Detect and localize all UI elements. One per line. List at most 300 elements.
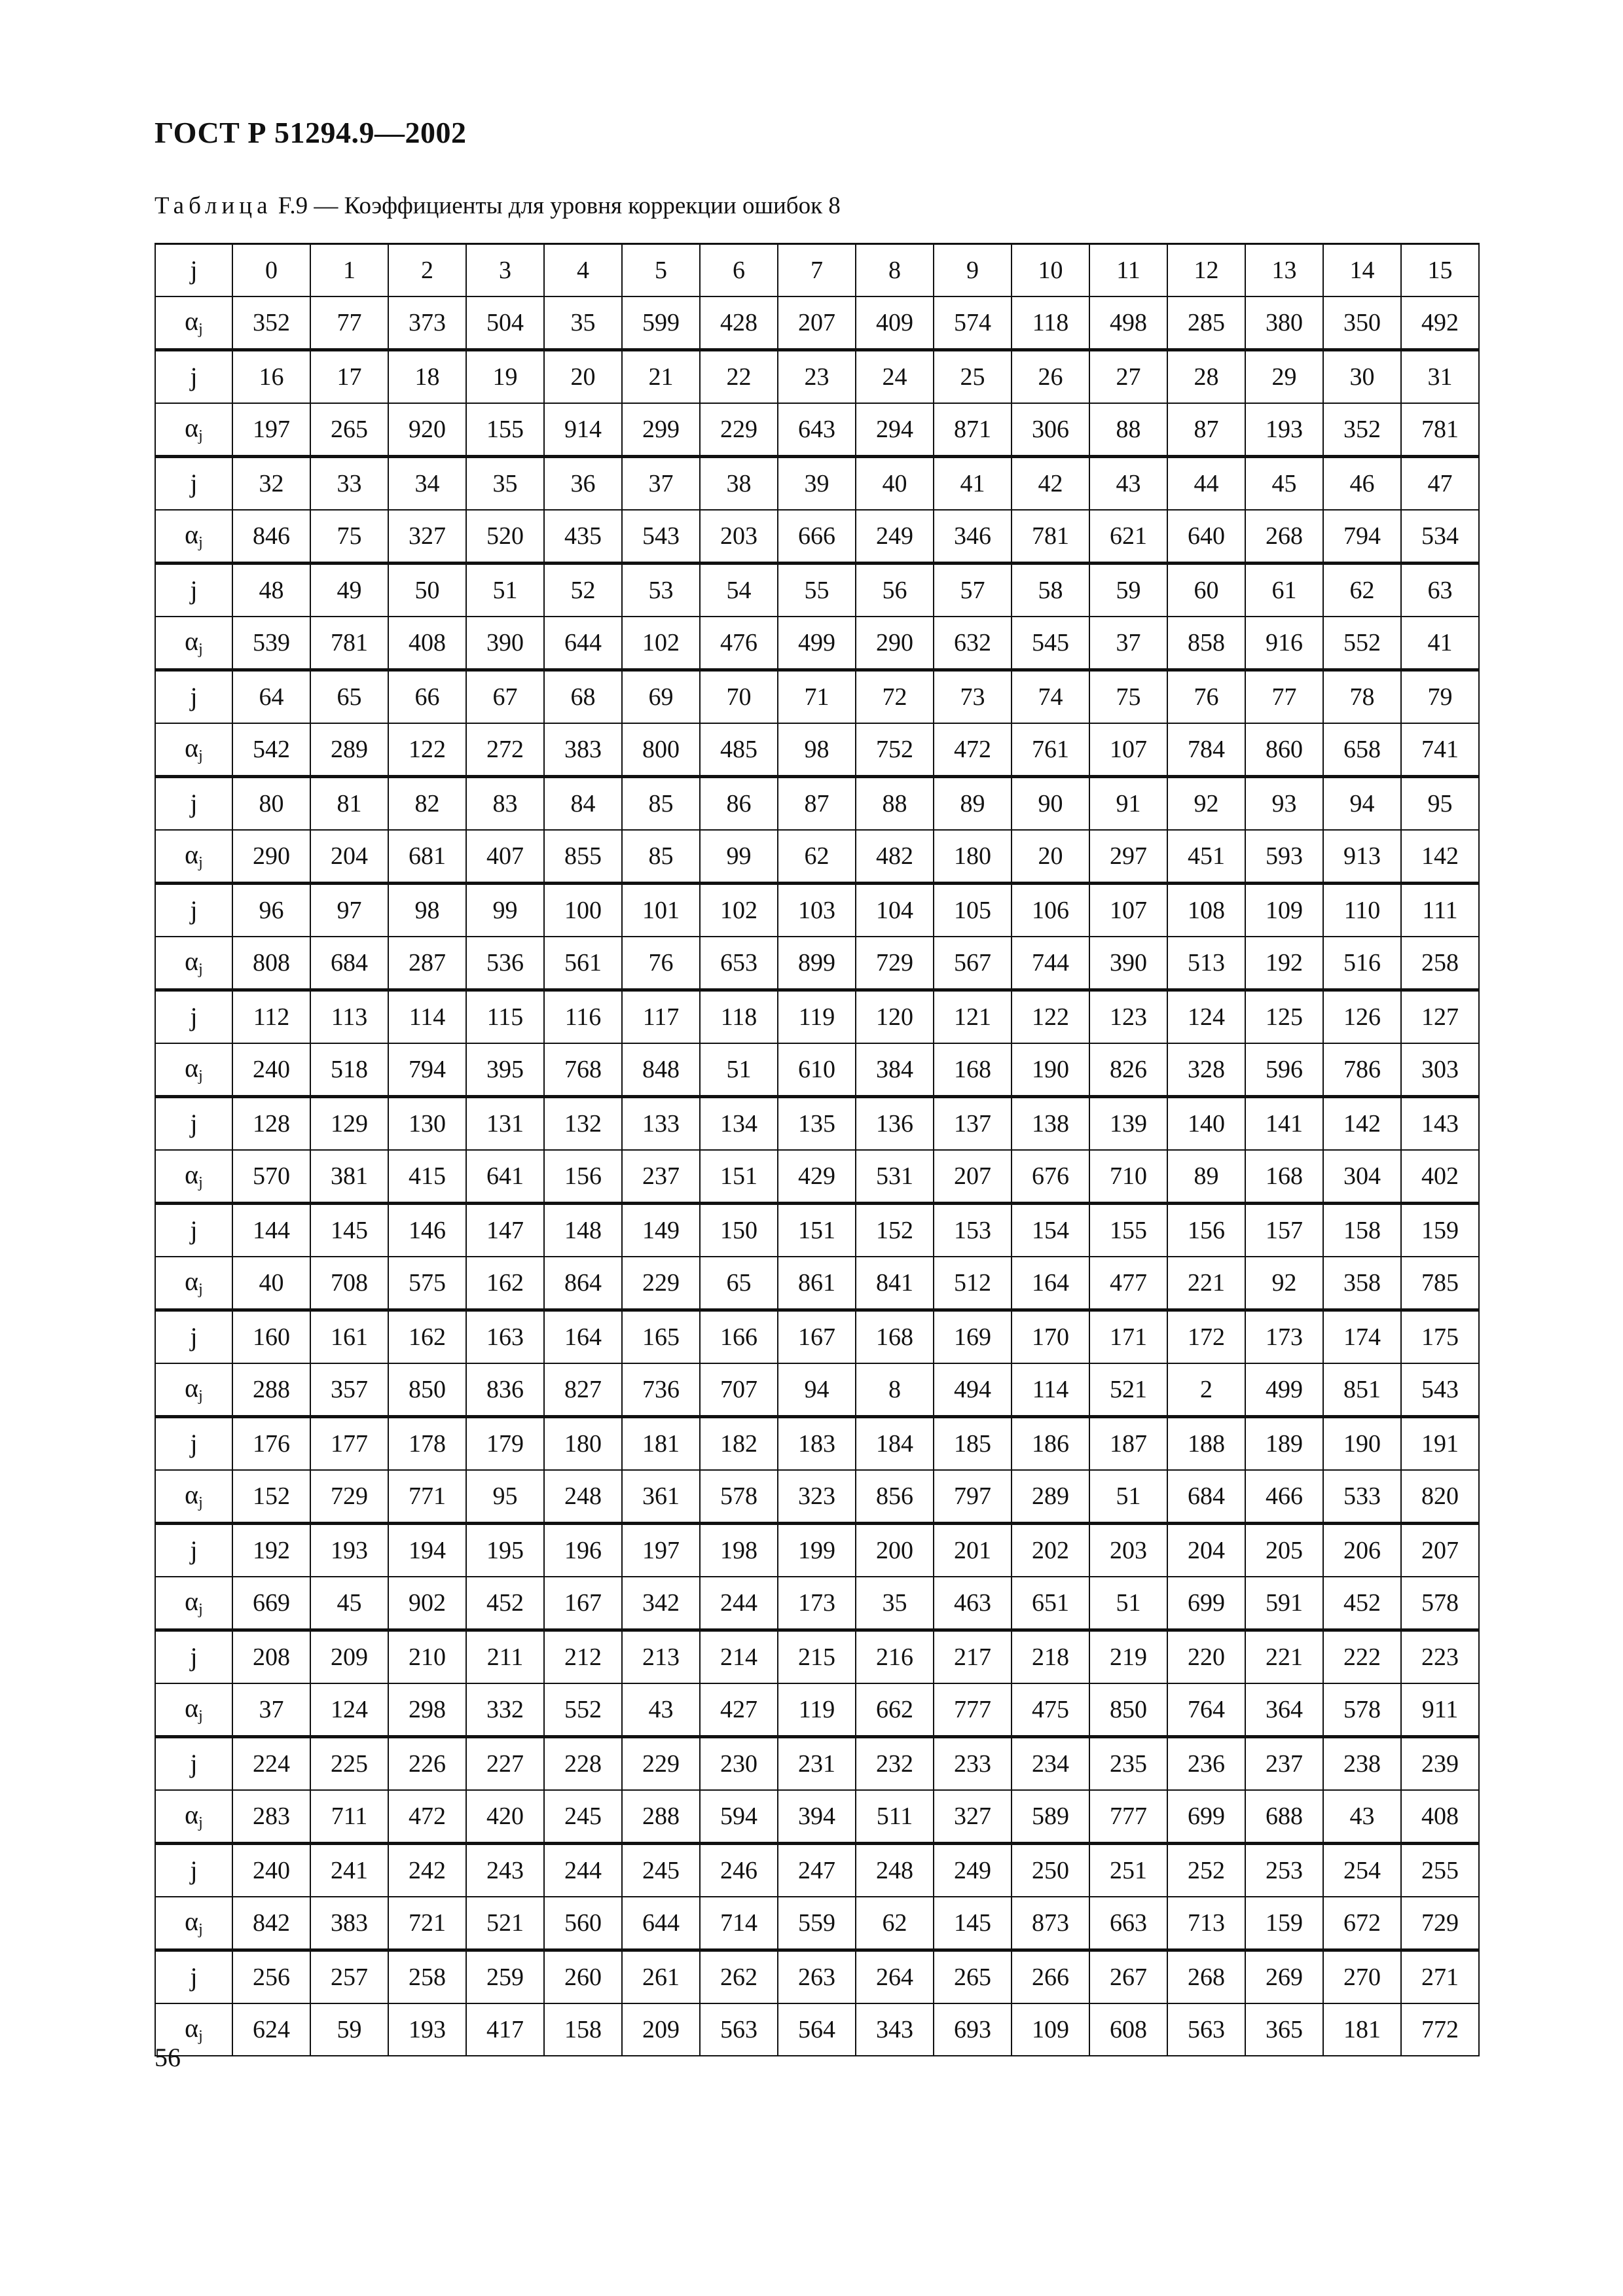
row-header-alpha [155,937,232,990]
coefficient-cell: 729 [310,1470,388,1524]
coefficient-cell: 902 [388,1577,466,1630]
coefficient-cell: 914 [544,403,622,457]
coefficient-cell: 463 [934,1577,1012,1630]
row-header-j: j [155,990,232,1044]
index-cell: 46 [1323,457,1401,511]
index-cell: 269 [1245,1950,1323,2004]
index-cell: 92 [1167,777,1245,831]
index-cell: 154 [1012,1204,1089,1257]
page-number: 56 [155,2043,181,2072]
index-cell: 73 [934,670,1012,724]
index-row [155,1844,1479,1897]
index-cell: 129 [310,1097,388,1151]
coefficient-cell: 578 [1401,1577,1479,1630]
index-cell: 212 [544,1630,622,1684]
coefficient-cell: 594 [700,1790,778,1844]
index-cell: 189 [1245,1417,1323,1471]
index-cell: 180 [544,1417,622,1471]
coefficient-cell: 559 [778,1897,856,1950]
index-cell: 42 [1012,457,1089,511]
row-header-alpha [155,830,232,884]
coefficient-cell: 777 [934,1683,1012,1737]
index-cell: 252 [1167,1844,1245,1897]
row-header-j: j [155,1737,232,1791]
index-cell: 81 [310,777,388,831]
index-cell: 227 [466,1737,544,1791]
row-header-j: j [155,670,232,724]
coefficient-cell: 173 [778,1577,856,1630]
row-header-alpha [155,1470,232,1524]
table-caption [155,192,841,220]
coefficient-cell: 240 [232,1043,310,1097]
index-cell: 76 [1167,670,1245,724]
coefficient-cell: 632 [934,617,1012,670]
index-cell: 208 [232,1630,310,1684]
index-cell: 10 [1012,244,1089,297]
coefficient-cell: 265 [310,403,388,457]
coefficient-cell: 43 [1323,1790,1401,1844]
index-cell: 236 [1167,1737,1245,1791]
coefficient-cell: 476 [700,617,778,670]
coefficient-cell: 836 [466,1363,544,1417]
index-cell: 131 [466,1097,544,1151]
coefficient-cell: 871 [934,403,1012,457]
row-header-alpha [155,403,232,457]
index-cell: 144 [232,1204,310,1257]
coefficient-cell: 152 [232,1470,310,1524]
index-cell: 141 [1245,1097,1323,1151]
coefficient-cell: 663 [1089,1897,1167,1950]
coefficient-cell: 229 [700,403,778,457]
index-cell: 72 [856,670,934,724]
coefficient-cell: 768 [544,1043,622,1097]
index-row [155,884,1479,937]
coefficient-cell: 681 [388,830,466,884]
coefficient-cell: 390 [466,617,544,670]
coefficient-cell: 711 [310,1790,388,1844]
alpha-symbol: α [185,1053,199,1083]
coefficient-cell: 710 [1089,1150,1167,1204]
index-cell: 239 [1401,1737,1479,1791]
coefficient-cell: 417 [466,2003,544,2056]
index-cell: 259 [466,1950,544,2004]
index-cell: 140 [1167,1097,1245,1151]
alpha-subscript: j [198,534,203,551]
coefficient-cell: 499 [778,617,856,670]
index-cell: 146 [388,1204,466,1257]
index-cell: 148 [544,1204,622,1257]
coefficient-cell: 475 [1012,1683,1089,1737]
index-cell: 187 [1089,1417,1167,1471]
coefficient-cell: 913 [1323,830,1401,884]
coefficient-cell: 688 [1245,1790,1323,1844]
coefficient-cell: 420 [466,1790,544,1844]
coefficient-cell: 402 [1401,1150,1479,1204]
coefficient-cell: 109 [1012,2003,1089,2056]
index-cell: 41 [934,457,1012,511]
coefficient-cell: 99 [700,830,778,884]
row-header-j: j [155,564,232,617]
coefficient-row [155,1683,1479,1737]
coefficient-cell: 383 [544,723,622,777]
index-cell: 20 [544,350,622,404]
coefficient-cell: 578 [1323,1683,1401,1737]
coefficient-cell: 94 [778,1363,856,1417]
index-cell: 16 [232,350,310,404]
coefficient-cell: 167 [544,1577,622,1630]
coefficient-cell: 708 [310,1257,388,1310]
index-cell: 86 [700,777,778,831]
coefficient-cell: 35 [856,1577,934,1630]
index-cell: 139 [1089,1097,1167,1151]
coefficient-cell: 357 [310,1363,388,1417]
coefficient-cell: 608 [1089,2003,1167,2056]
coefficient-row [155,723,1479,777]
coefficient-cell: 492 [1401,296,1479,350]
coefficient-cell: 574 [934,296,1012,350]
coefficient-cell: 641 [466,1150,544,1204]
index-cell: 116 [544,990,622,1044]
index-cell: 158 [1323,1204,1401,1257]
index-cell: 31 [1401,350,1479,404]
coefficient-cell: 808 [232,937,310,990]
coefficient-cell: 156 [544,1150,622,1204]
index-cell: 256 [232,1950,310,2004]
index-cell: 191 [1401,1417,1479,1471]
index-cell: 234 [1012,1737,1089,1791]
coefficient-cell: 494 [934,1363,1012,1417]
index-cell: 87 [778,777,856,831]
coefficient-cell: 593 [1245,830,1323,884]
coefficient-cell: 850 [388,1363,466,1417]
coefficient-cell: 873 [1012,1897,1089,1950]
index-cell: 165 [622,1310,700,1364]
coefficient-cell: 35 [544,296,622,350]
coefficient-cell: 364 [1245,1683,1323,1737]
index-cell: 264 [856,1950,934,2004]
index-cell: 7 [778,244,856,297]
index-cell: 108 [1167,884,1245,937]
coefficient-cell: 51 [1089,1577,1167,1630]
coefficient-cell: 285 [1167,296,1245,350]
index-cell: 216 [856,1630,934,1684]
index-cell: 156 [1167,1204,1245,1257]
index-cell: 3 [466,244,544,297]
index-cell: 182 [700,1417,778,1471]
index-cell: 38 [700,457,778,511]
index-cell: 12 [1167,244,1245,297]
alpha-symbol: α [185,840,199,869]
coefficient-cell: 826 [1089,1043,1167,1097]
index-cell: 270 [1323,1950,1401,2004]
coefficient-cell: 304 [1323,1150,1401,1204]
coefficient-cell: 332 [466,1683,544,1737]
index-cell: 219 [1089,1630,1167,1684]
coefficient-cell: 122 [388,723,466,777]
row-header-j: j [155,1630,232,1684]
coefficient-cell: 203 [700,510,778,564]
index-cell: 5 [622,244,700,297]
coefficient-cell: 51 [700,1043,778,1097]
index-cell: 126 [1323,990,1401,1044]
alpha-subscript: j [198,641,203,658]
coefficient-cell: 51 [1089,1470,1167,1524]
coefficient-cell: 429 [778,1150,856,1204]
row-header-alpha [155,723,232,777]
coefficient-cell: 477 [1089,1257,1167,1310]
row-header-j: j [155,244,232,297]
index-cell: 251 [1089,1844,1167,1897]
index-cell: 55 [778,564,856,617]
coefficient-cell: 294 [856,403,934,457]
index-row [155,350,1479,404]
coefficient-cell: 542 [232,723,310,777]
index-cell: 94 [1323,777,1401,831]
index-cell: 142 [1323,1097,1401,1151]
index-cell: 124 [1167,990,1245,1044]
index-cell: 137 [934,1097,1012,1151]
table-caption-label: Таблица [155,192,272,219]
coefficient-cell: 552 [544,1683,622,1737]
coefficient-table-body [155,244,1479,2056]
index-cell: 135 [778,1097,856,1151]
index-cell: 59 [1089,564,1167,617]
coefficient-cell: 328 [1167,1043,1245,1097]
coefficient-cell: 358 [1323,1257,1401,1310]
index-cell: 258 [388,1950,466,2004]
coefficient-cell: 513 [1167,937,1245,990]
coefficient-cell: 797 [934,1470,1012,1524]
index-cell: 36 [544,457,622,511]
alpha-symbol: α [185,1800,199,1829]
index-cell: 152 [856,1204,934,1257]
index-cell: 238 [1323,1737,1401,1791]
coefficient-cell: 306 [1012,403,1089,457]
coefficient-row [155,1257,1479,1310]
coefficient-cell: 596 [1245,1043,1323,1097]
index-cell: 48 [232,564,310,617]
index-cell: 261 [622,1950,700,2004]
index-cell: 253 [1245,1844,1323,1897]
coefficient-cell: 564 [778,2003,856,2056]
coefficient-cell: 59 [310,2003,388,2056]
index-cell: 136 [856,1097,934,1151]
index-cell: 18 [388,350,466,404]
index-cell: 37 [622,457,700,511]
coefficient-cell: 190 [1012,1043,1089,1097]
coefficient-row [155,617,1479,670]
index-cell: 22 [700,350,778,404]
coefficient-cell: 552 [1323,617,1401,670]
index-cell: 62 [1323,564,1401,617]
coefficient-cell: 299 [622,403,700,457]
coefficient-cell: 408 [1401,1790,1479,1844]
coefficient-cell: 482 [856,830,934,884]
index-cell: 164 [544,1310,622,1364]
coefficient-cell: 672 [1323,1897,1401,1950]
coefficient-cell: 435 [544,510,622,564]
coefficient-cell: 288 [622,1790,700,1844]
index-cell: 132 [544,1097,622,1151]
index-cell: 245 [622,1844,700,1897]
coefficient-cell: 290 [232,830,310,884]
index-cell: 229 [622,1737,700,1791]
coefficient-cell: 204 [310,830,388,884]
index-cell: 151 [778,1204,856,1257]
alpha-symbol: α [185,413,199,442]
coefficient-cell: 504 [466,296,544,350]
index-row [155,457,1479,511]
coefficient-cell: 119 [778,1683,856,1737]
index-cell: 161 [310,1310,388,1364]
row-header-j: j [155,1310,232,1364]
coefficient-cell: 383 [310,1897,388,1950]
coefficient-cell: 20 [1012,830,1089,884]
index-cell: 97 [310,884,388,937]
coefficient-cell: 781 [1012,510,1089,564]
coefficient-cell: 644 [544,617,622,670]
document-header: ГОСТ Р 51294.9—2002 [155,116,467,149]
coefficient-cell: 162 [466,1257,544,1310]
index-cell: 188 [1167,1417,1245,1471]
coefficient-cell: 352 [232,296,310,350]
alpha-subscript: j [198,1921,203,1938]
index-cell: 179 [466,1417,544,1471]
alpha-symbol: α [185,946,199,976]
index-cell: 39 [778,457,856,511]
index-cell: 0 [232,244,310,297]
row-header-alpha [155,1790,232,1844]
index-cell: 56 [856,564,934,617]
coefficient-cell: 164 [1012,1257,1089,1310]
coefficient-cell: 699 [1167,1790,1245,1844]
coefficient-cell: 653 [700,937,778,990]
coefficient-cell: 761 [1012,723,1089,777]
coefficient-cell: 794 [1323,510,1401,564]
coefficient-cell: 249 [856,510,934,564]
coefficient-cell: 207 [778,296,856,350]
index-row [155,1737,1479,1791]
coefficient-row [155,510,1479,564]
coefficient-cell: 92 [1245,1257,1323,1310]
alpha-symbol: α [185,1587,199,1616]
index-cell: 96 [232,884,310,937]
coefficient-cell: 846 [232,510,310,564]
coefficient-cell: 858 [1167,617,1245,670]
coefficient-table [155,243,1480,2056]
coefficient-cell: 118 [1012,296,1089,350]
index-cell: 174 [1323,1310,1401,1364]
coefficient-cell: 85 [622,830,700,884]
index-cell: 198 [700,1524,778,1577]
index-cell: 25 [934,350,1012,404]
row-header-alpha [155,1363,232,1417]
index-cell: 11 [1089,244,1167,297]
alpha-subscript: j [198,1494,203,1511]
coefficient-cell: 485 [700,723,778,777]
index-cell: 249 [934,1844,1012,1897]
coefficient-cell: 290 [856,617,934,670]
coefficient-cell: 736 [622,1363,700,1417]
row-header-alpha [155,1257,232,1310]
row-header-j: j [155,457,232,511]
coefficient-cell: 159 [1245,1897,1323,1950]
coefficient-cell: 543 [622,510,700,564]
index-cell: 192 [232,1524,310,1577]
coefficient-cell: 563 [700,2003,778,2056]
index-cell: 123 [1089,990,1167,1044]
index-cell: 60 [1167,564,1245,617]
index-cell: 263 [778,1950,856,2004]
index-cell: 71 [778,670,856,724]
coefficient-cell: 610 [778,1043,856,1097]
index-cell: 237 [1245,1737,1323,1791]
coefficient-row [155,1790,1479,1844]
coefficient-cell: 229 [622,1257,700,1310]
index-cell: 162 [388,1310,466,1364]
index-cell: 8 [856,244,934,297]
index-cell: 147 [466,1204,544,1257]
index-cell: 128 [232,1097,310,1151]
coefficient-cell: 599 [622,296,700,350]
alpha-subscript: j [198,1067,203,1085]
index-cell: 24 [856,350,934,404]
coefficient-cell: 543 [1401,1363,1479,1417]
coefficient-cell: 209 [622,2003,700,2056]
coefficient-cell: 258 [1401,937,1479,990]
coefficient-cell: 41 [1401,617,1479,670]
coefficient-cell: 384 [856,1043,934,1097]
index-cell: 90 [1012,777,1089,831]
coefficient-cell: 498 [1089,296,1167,350]
index-cell: 170 [1012,1310,1089,1364]
index-cell: 240 [232,1844,310,1897]
index-row [155,1630,1479,1684]
index-cell: 235 [1089,1737,1167,1791]
index-cell: 93 [1245,777,1323,831]
index-cell: 29 [1245,350,1323,404]
index-cell: 112 [232,990,310,1044]
coefficient-cell: 237 [622,1150,700,1204]
coefficient-cell: 409 [856,296,934,350]
coefficient-cell: 297 [1089,830,1167,884]
index-cell: 204 [1167,1524,1245,1577]
index-cell: 166 [700,1310,778,1364]
index-cell: 133 [622,1097,700,1151]
coefficient-cell: 658 [1323,723,1401,777]
coefficient-cell: 268 [1245,510,1323,564]
coefficient-cell: 107 [1089,723,1167,777]
index-cell: 106 [1012,884,1089,937]
index-cell: 168 [856,1310,934,1364]
coefficient-row [155,1043,1479,1097]
index-cell: 202 [1012,1524,1089,1577]
coefficient-cell: 920 [388,403,466,457]
index-cell: 159 [1401,1204,1479,1257]
coefficient-cell: 575 [388,1257,466,1310]
coefficient-cell: 771 [388,1470,466,1524]
coefficient-cell: 76 [622,937,700,990]
index-cell: 153 [934,1204,1012,1257]
index-cell: 176 [232,1417,310,1471]
index-cell: 247 [778,1844,856,1897]
index-cell: 262 [700,1950,778,2004]
index-cell: 157 [1245,1204,1323,1257]
coefficient-cell: 168 [1245,1150,1323,1204]
coefficient-cell: 850 [1089,1683,1167,1737]
index-row [155,777,1479,831]
index-cell: 209 [310,1630,388,1684]
